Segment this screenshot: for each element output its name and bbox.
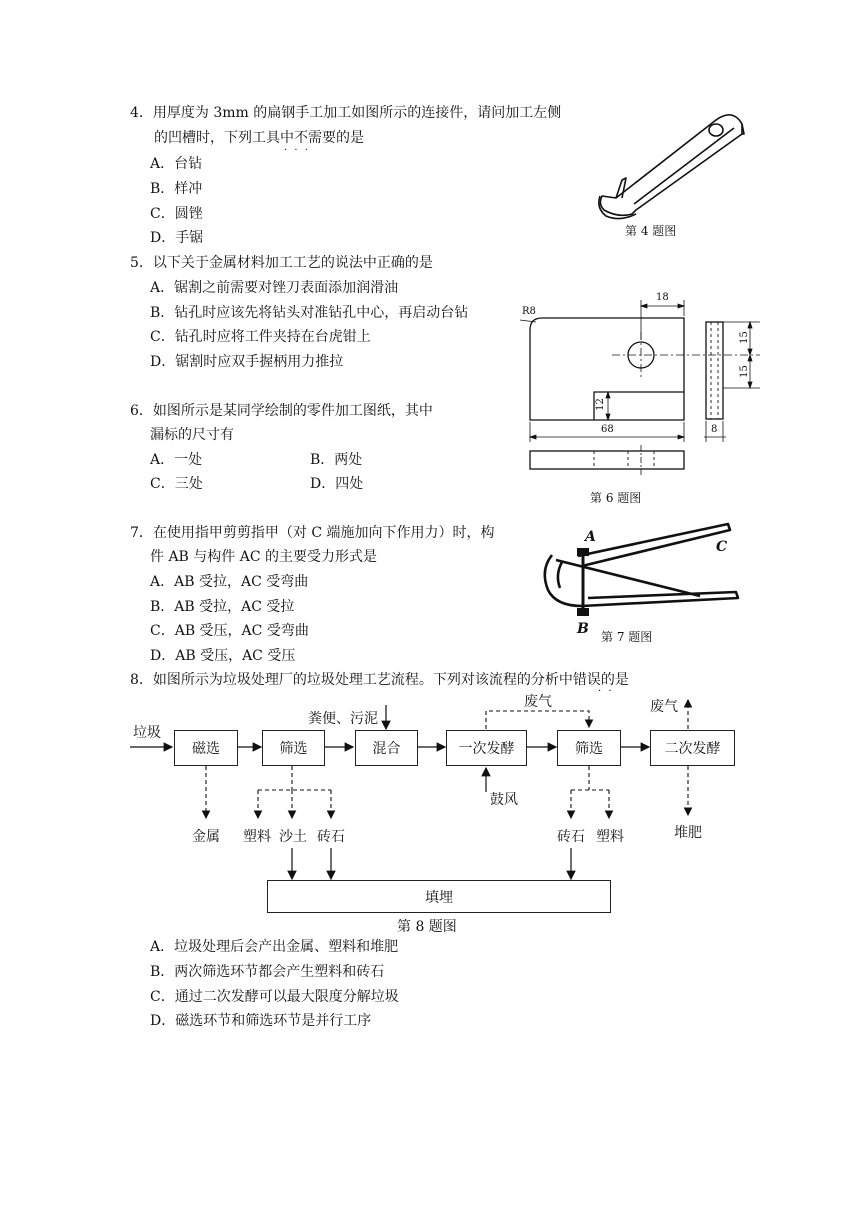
q6-option-c: C．三处 bbox=[150, 476, 203, 492]
q5-option-d: D．锯割时应双手握柄用力推拉 bbox=[150, 354, 344, 370]
q7-label-c: C bbox=[716, 539, 728, 555]
q6-option-a: A．一处 bbox=[150, 452, 203, 468]
q7-option-c: C．AB 受压，AC 受弯曲 bbox=[150, 623, 309, 639]
flow-waste-gas-1: 废气 bbox=[524, 694, 552, 710]
dim-r8: R8 bbox=[522, 306, 536, 317]
q4-option-c: C．圆锉 bbox=[150, 206, 203, 222]
flow-box-mix: 混合 bbox=[355, 730, 418, 766]
dim-68: 68 bbox=[601, 424, 614, 435]
q8-option-b: B．两次筛选环节都会产生塑料和砖石 bbox=[150, 964, 385, 980]
q4-option-d: D．手锯 bbox=[150, 230, 204, 246]
q8-option-a: A．垃圾处理后会产出金属、塑料和堆肥 bbox=[150, 939, 399, 955]
q4-stem-line1: 4．用厚度为 3mm 的扁钢手工加工如图所示的连接件，请问加工左侧 bbox=[130, 105, 562, 121]
flow-box-ferment-2: 二次发酵 bbox=[650, 730, 735, 766]
q7-label-b: B bbox=[577, 621, 589, 637]
q5-stem: 5．以下关于金属材料加工工艺的说法中正确的是 bbox=[130, 255, 433, 271]
flow-output-plastic-2: 塑料 bbox=[596, 829, 624, 845]
flow-box-magnetic: 磁选 bbox=[174, 730, 238, 766]
q4-option-a: A．台钻 bbox=[150, 156, 203, 172]
dim-15-upper: 15 bbox=[738, 331, 750, 344]
flow-output-metal: 金属 bbox=[192, 829, 220, 845]
flow-feed-label: 粪便、污泥 bbox=[308, 711, 378, 727]
q7-caption: 第 7 题图 bbox=[601, 630, 653, 644]
flow-output-plastic-1: 塑料 bbox=[243, 829, 271, 845]
q4-emphasis-dots: · · · bbox=[284, 145, 310, 156]
flow-box-landfill: 填埋 bbox=[267, 880, 611, 913]
dim-8: 8 bbox=[711, 424, 718, 435]
q8-caption: 第 8 题图 bbox=[397, 919, 457, 935]
q4-caption: 第 4 题图 bbox=[625, 224, 677, 238]
flow-waste-gas-2: 废气 bbox=[650, 699, 678, 715]
q6-stem-line2: 漏标的尺寸有 bbox=[150, 427, 234, 443]
q6-caption: 第 6 题图 bbox=[590, 491, 642, 505]
q7-label-a: A bbox=[585, 529, 596, 545]
q8-emphasis-dots: · · bbox=[598, 686, 614, 697]
flow-box-ferment-1: 一次发酵 bbox=[446, 730, 527, 766]
dim-15-lower: 15 bbox=[738, 365, 750, 378]
dim-18: 18 bbox=[656, 292, 669, 303]
q4-stem-line2: 的凹槽时，下列工具中不需要的是 bbox=[154, 130, 364, 146]
q7-option-a: A．AB 受拉，AC 受弯曲 bbox=[150, 574, 309, 590]
flow-output-brick-2: 砖石 bbox=[557, 829, 585, 845]
flow-output-brick-1: 砖石 bbox=[317, 829, 345, 845]
q5-option-c: C．钻孔时应将工件夹持在台虎钳上 bbox=[150, 329, 371, 345]
flow-input-label: 垃圾 bbox=[133, 725, 161, 741]
q5-option-b: B．钻孔时应该先将钻头对准钻孔中心，再启动台钻 bbox=[150, 305, 469, 321]
flow-box-screen-1: 筛选 bbox=[262, 730, 325, 766]
q5-option-a: A．锯割之前需要对锉刀表面添加润滑油 bbox=[150, 280, 399, 296]
flow-box-screen-2: 筛选 bbox=[557, 730, 621, 766]
q6-stem-line1: 6．如图所示是某同学绘制的零件加工图纸，其中 bbox=[130, 403, 433, 419]
flow-output-soil: 沙土 bbox=[279, 829, 307, 845]
q8-option-d: D．磁选环节和筛选环节是并行工序 bbox=[150, 1013, 372, 1029]
dim-12: 12 bbox=[594, 398, 606, 411]
q4-option-b: B．样冲 bbox=[150, 181, 203, 197]
q8-stem: 8．如图所示为垃圾处理厂的垃圾处理工艺流程。下列对该流程的分析中错误的是 bbox=[130, 672, 629, 688]
q7-option-b: B．AB 受拉，AC 受拉 bbox=[150, 599, 295, 615]
q8-option-c: C．通过二次发酵可以最大限度分解垃圾 bbox=[150, 989, 399, 1005]
q6-option-d: D．四处 bbox=[310, 476, 364, 492]
q7-stem-line2: 件 AB 与构件 AC 的主要受力形式是 bbox=[150, 549, 378, 565]
q7-option-d: D．AB 受压，AC 受压 bbox=[150, 648, 296, 664]
flow-output-compost: 堆肥 bbox=[674, 825, 702, 841]
q7-stem-line1: 7．在使用指甲剪剪指甲（对 C 端施加向下作用力）时，构 bbox=[130, 525, 495, 541]
q6-option-b: B．两处 bbox=[310, 452, 363, 468]
flow-blower-label: 鼓风 bbox=[490, 792, 518, 808]
